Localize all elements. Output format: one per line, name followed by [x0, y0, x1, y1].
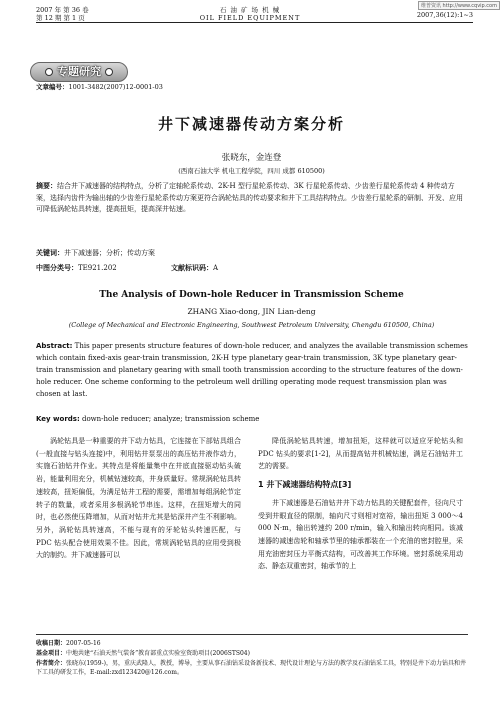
affiliation-en: (College of Mechanical and Electronic Engineering, Southwest Petroleum University, Chengdu 610500, China) — [68, 321, 435, 329]
footnote-fund-label: 基金项目： — [36, 650, 67, 657]
header-divider — [36, 22, 473, 23]
header-citation: 2007,36(12):1~3 — [416, 11, 473, 19]
footnote-received-label: 收稿日期： — [36, 640, 67, 647]
keywords-en — [36, 415, 259, 423]
keywords-cn-text: 井下减速器；分析；传动方案 — [64, 249, 155, 257]
article-number-label: 文章编号： — [36, 83, 69, 91]
footnote-author-text: 张晓东(1959-)，男，重庆武隆人，教授，博导，主要从事石油钻采设备新技术、现代设计理论与方法的教学及石油钻采工具，特别是井下动力钻具和井下工具的研发工作，E-mail:zxd123420@126.com。 — [36, 660, 466, 676]
footnote-received-text: 2007-05-16 — [66, 640, 101, 647]
header-journal — [160, 6, 340, 22]
body-paragraph: 井下减速器是石油钻井井下动力钻具的关键配套件，径向尺寸受到井眼直径的限制，轴向尺寸则相对宽裕，输出扭矩 3 000～4 000 N·m，输出转速约 200 r/min，输入和输出转向相同。该减速器的减速齿轮和轴承节里的轴承都装在一个充油的密封腔里，采用充油密封压力平衡式结构，可改善其工作环境。密封系统采用动态、静态双重密封，轴承节的上 — [258, 498, 463, 571]
authors-en: ZHANG Xiao-dong, JIN Lian-deng — [187, 307, 316, 316]
footnote-fund — [36, 649, 471, 658]
section-badge — [30, 62, 128, 82]
watermark: 维普资讯 http://www.cqvip.com — [418, 1, 500, 10]
badge-dot-icon — [45, 68, 53, 76]
keywords-en-label: Key words: — [36, 415, 80, 423]
clc-value: TE921.202 — [78, 264, 117, 272]
footnote-fund-text: 中地共建“石油天然气装备”教育部重点实验室资助项目(2006STS04) — [66, 650, 250, 657]
keywords-cn-label: 关键词： — [36, 249, 64, 257]
document-code-value: A — [213, 264, 219, 272]
document-code-label: 文献标识码： — [171, 264, 213, 272]
abstract-cn — [36, 181, 468, 216]
body-paragraph: 涡轮钻具是一种重要的井下动力钻具，它连接在下部钻具组合(一般直接与钻头连接)中，利用钻井泵泵出的高压钻井液作动力，实施石油钻井作业。其特点是将能量集中在井底直接驱动钻头破岩，能量利用充分，机械钻速较高，井身质量好。常规涡轮钻具转速较高，扭矩偏低，为满足钻井工程的需要，需增加每组涡轮节定转子的数量，或者采用多根涡轮节串连。这样，在扭矩增大的同时，也必然使压降增加，从而对钻井尤其是钻深井产生不利影响。另外，涡轮钻具转速高，不能与现有的牙轮钻头转速匹配，与 PDC 钻头配合使用效果不佳。因此，常规涡轮钻具的应用受到极大的制约。井下减速器可以 — [36, 437, 241, 560]
body-paragraph: 降低涡轮钻具转速，增加扭矩，这样就可以适应牙轮钻头和 PDC 钻头的要求[1-2]，从而提高钻井机械钻速，满足石油钻井工艺的需要。 — [258, 437, 463, 471]
journal-name-en: OIL FIELD EQUIPMENT — [199, 14, 301, 22]
authors-cn: 张晓东，金连登 — [221, 153, 282, 163]
abstract-en — [36, 340, 468, 400]
abstract-en-text: This paper presents structure features of down-hole reducer, and analyzes the available transmission schemes which contain fixed-axis gear-train transmission, 2K-H type planetary gear-train transmission, 3K type planetary gear-train transmission and planetary gearing with small tooth transmission according to the structure features of the down-hole reducer. One scheme conforming to the petroleum well drilling operating mode request transmission plan was chosen at last. — [36, 342, 468, 398]
article-number-value: 1001-3482(2007)12-0001-03 — [68, 83, 163, 91]
abstract-cn-label: 摘要： — [36, 182, 57, 190]
document-code — [171, 263, 218, 273]
footnote-received — [36, 639, 471, 648]
clc-label: 中图分类号： — [36, 264, 78, 272]
title-en: The Analysis of Down-hole Reducer in Transmission Scheme — [99, 290, 404, 300]
abstract-en-label: Abstract: — [36, 342, 73, 350]
header-year-volume: 2007 年 第 36 卷 — [36, 6, 89, 14]
keywords-en-text: down-hole reducer; analyze; transmission scheme — [79, 415, 260, 423]
journal-name-cn: 石 油 矿 场 机 械 — [219, 6, 281, 14]
classification-cn — [36, 263, 219, 273]
badge-dot-icon — [105, 68, 113, 76]
affiliation-cn: (西南石油大学 机电工程学院，四川 成都 610500) — [178, 167, 325, 175]
footnote-author — [36, 659, 471, 677]
section-badge-label: 专题研究 — [57, 65, 101, 78]
keywords-cn — [36, 248, 155, 258]
article-number — [36, 82, 163, 91]
footnote-divider — [36, 634, 468, 635]
header-issue-info — [36, 6, 89, 22]
body-column-right — [258, 435, 463, 573]
header-issue-page: 第 12 期 第 1 页 — [36, 14, 85, 22]
page-title: 井下减速器传动方案分析 — [157, 115, 345, 133]
abstract-cn-text: 结合井下减速器的结构特点，分析了定轴轮系传动、2K-H 型行星轮系传动、3K 行星轮系传动、少齿差行星轮系传动 4 种传动方案，选择内齿件为输出轴的少齿差行星轮系传动方案更符合涡轮钻具的传动要求和井下工具结构特点。少齿差行星轮系的研制、开发、应用可降低涡轮钻具转速，提高扭矩，提高深井钻速。 — [36, 182, 463, 213]
section-heading: 1 井下减速器结构特点[3] — [258, 480, 352, 490]
footnote-author-label: 作者简介： — [36, 660, 67, 667]
body-column-left — [36, 435, 241, 562]
